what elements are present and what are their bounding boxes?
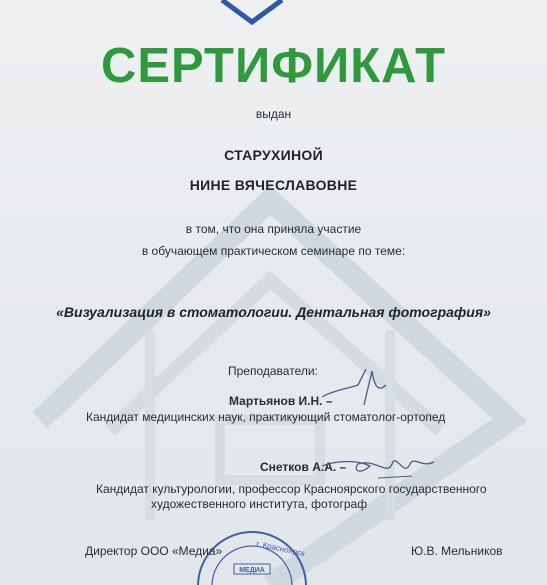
teacher1-description: Кандидат медицинских наук, практикующий стоматолог-ортопед (86, 410, 446, 424)
recipient-given-names: НИНЕ ВЯЧЕСЛАВОВНЕ (189, 177, 358, 193)
teacher2-description-line2: художественного института, фотограф (151, 497, 368, 511)
issued-label: выдан (255, 107, 292, 121)
recipient-surname: СТАРУХИНОЙ (224, 147, 323, 163)
seminar-topic: «Визуализация в стоматологии. Дентальная фотография» (56, 304, 491, 320)
certificate-title: СЕРТИФИКАТ (100, 39, 447, 93)
teacher1-signature (320, 365, 390, 415)
teacher2-description-line1: Кандидат культурологии, профессор Красноярского государственного (96, 482, 487, 496)
director-label: Директор ООО «Медиа» (85, 544, 223, 558)
stamp-center-text: МЕДИА (239, 567, 265, 574)
seminar-line: в обучающем практическом семинаре по теме: (141, 244, 406, 258)
stamp-top-text: г. Красноярск (255, 539, 306, 559)
teachers-label: Преподаватели: (228, 364, 318, 378)
teacher2-name: Снетков А.А. – (260, 460, 347, 474)
director-name: Ю.В. Мельников (411, 544, 503, 558)
participation-line: в том, что она приняла участие (185, 222, 362, 236)
teacher1-name: Мартьянов И.Н. – (229, 394, 333, 408)
teacher2-signature (318, 448, 438, 494)
